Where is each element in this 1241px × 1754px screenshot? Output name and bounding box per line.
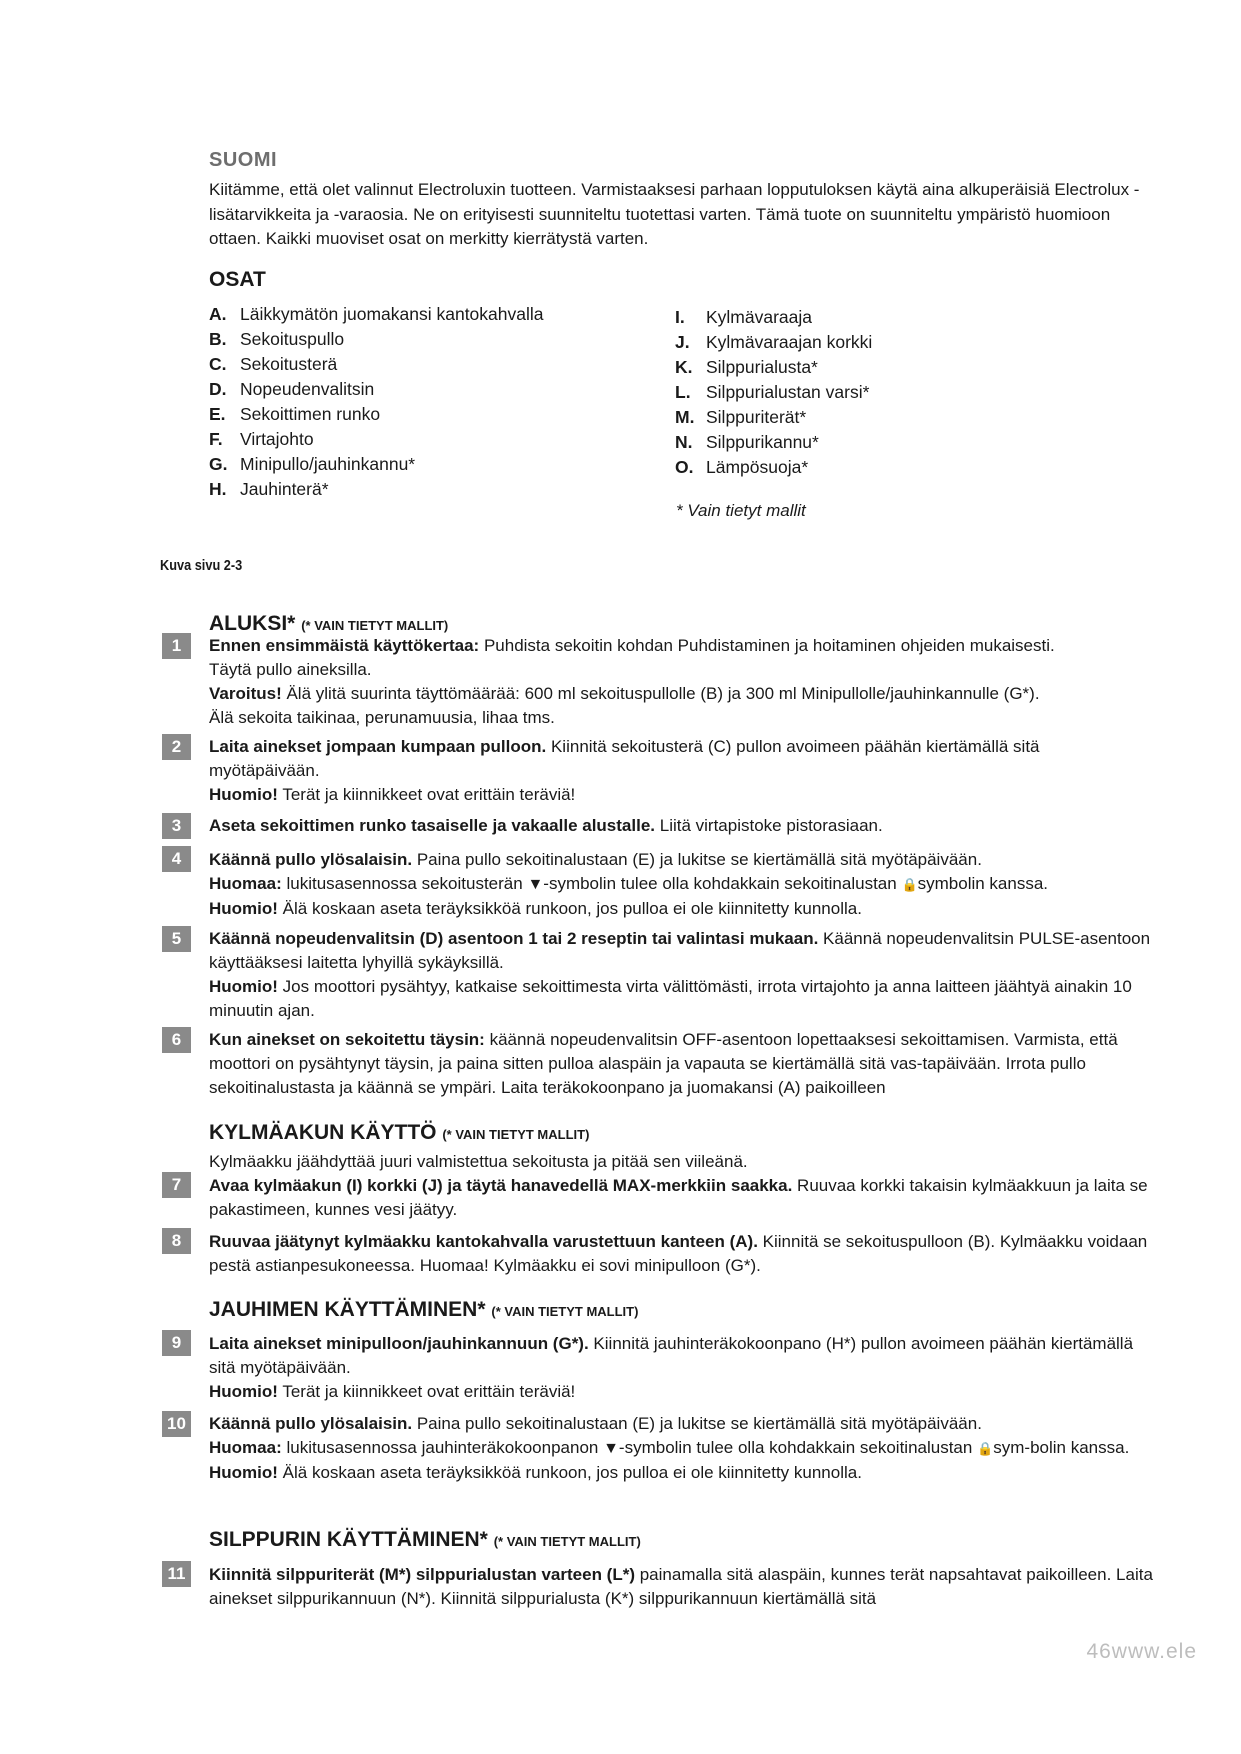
step-number: 7 xyxy=(162,1172,191,1198)
step-number: 11 xyxy=(162,1561,191,1587)
step-lead: Ennen ensimmäistä käyttökertaa: xyxy=(209,636,480,655)
step-number: 5 xyxy=(162,926,191,952)
note-label: Huomio! xyxy=(209,785,278,804)
step-lead: Aseta sekoittimen runko tasaiselle ja vakaalle alustalle. xyxy=(209,816,656,835)
part-letter: A. xyxy=(209,304,227,324)
step-lead: Käännä pullo ylösalaisin. xyxy=(209,1414,413,1433)
step-4 xyxy=(209,848,1154,921)
step-lead: Kun ainekset on sekoitettu täysin: xyxy=(209,1030,485,1049)
step-lead: Ruuvaa jäätynyt kylmäakku kantokahvalla varustettuun kanteen (A). xyxy=(209,1232,758,1251)
step-7 xyxy=(209,1174,1154,1222)
step-text: Kiinnitä sekoitusterä (C) pullon avoimeen päähän kiertämällä sitä myötäpäivään. xyxy=(209,737,1040,780)
note-text: -symbolin tulee olla kohdakkain sekoitinalustan xyxy=(618,1438,978,1457)
part-name: Kylmävaraaja xyxy=(706,307,813,327)
parts-list-item xyxy=(209,377,544,402)
section-heading-jauhin xyxy=(209,1298,638,1322)
part-letter: I. xyxy=(675,307,685,327)
step-1 xyxy=(209,634,1154,730)
step-9 xyxy=(209,1332,1154,1404)
lock-icon: 🔒 xyxy=(977,1441,994,1456)
note-text: lukitusasennossa jauhinteräkokoonpanon xyxy=(281,1438,604,1457)
part-letter: B. xyxy=(209,329,227,349)
note-label: Huomaa: xyxy=(209,1438,282,1457)
step-text: Älä sekoita taikinaa, perunamuusia, lihaa tms. xyxy=(209,708,555,727)
parts-list-item xyxy=(209,327,544,352)
part-name: Lämpösuoja* xyxy=(706,457,809,477)
lock-icon: 🔒 xyxy=(901,877,918,892)
step-lead: Laita ainekset minipulloon/jauhinkannuun (G*). xyxy=(209,1334,589,1353)
note-text: sym-bolin kanssa. xyxy=(993,1438,1130,1457)
down-triangle-icon: ▼ xyxy=(527,876,544,893)
step-lead: Käännä pullo ylösalaisin. xyxy=(209,850,413,869)
step-text: Kiinnitä se sekoituspulloon (B). Kylmäakku voidaan pestä astianpesukoneessa. Huomaa! Kylmäakku ei sovi minipulloon (G*). xyxy=(209,1232,1148,1275)
part-name: Nopeudenvalitsin xyxy=(240,379,375,399)
language-heading: SUOMI xyxy=(209,149,278,171)
part-name: Silppurialustan varsi* xyxy=(706,382,870,402)
parts-list-item xyxy=(675,330,872,355)
step-text: Kiinnitä jauhinteräkokoonpano (H*) pullon avoimeen päähän kiertämällä sitä myötäpäivään. xyxy=(209,1334,1134,1377)
section-title: SILPPURIN KÄYTTÄMINEN* xyxy=(209,1528,488,1551)
step-number: 4 xyxy=(162,846,191,872)
watermark: 46www.ele xyxy=(1086,1640,1197,1663)
parts-list-item xyxy=(675,430,872,455)
parts-footnote: * Vain tietyt mallit xyxy=(676,501,806,520)
note-label: Huomaa: xyxy=(209,874,282,893)
step-lead: Avaa kylmäakun (I) korkki (J) ja täytä hanavedellä MAX-merkkiin saakka. xyxy=(209,1176,793,1195)
warning-label: Varoitus! xyxy=(209,684,282,703)
step-10 xyxy=(209,1412,1154,1485)
part-name: Silppurikannu* xyxy=(706,432,819,452)
part-letter: C. xyxy=(209,354,227,374)
step-text: käännä nopeudenvalitsin OFF-asentoon lopettaaksesi sekoittamisen. Varmista, että moottori on pysähtynyt täysin, ja paina sitten pulloa alaspäin ja vapauta se kiertämällä sitä vas-tapäivään. Irrota pullo sekoitinalustasta ja käännä se ympäri. Laita teräkokoonpano ja juomakansi (A) paikoilleen xyxy=(209,1030,1118,1097)
part-letter: N. xyxy=(675,432,693,452)
note-text: Terät ja kiinnikkeet ovat erittäin teräviä! xyxy=(277,1382,576,1401)
step-number: 8 xyxy=(162,1228,191,1254)
step-text: Paina pullo sekoitinalustaan (E) ja lukitse se kiertämällä sitä myötäpäivään. xyxy=(412,850,982,869)
part-letter: F. xyxy=(209,429,223,449)
note-text: Jos moottori pysähtyy, katkaise sekoittimesta virta välittömästi, irrota virtajohto ja anna laitteen jäähtyä ainakin 10 minuutin ajan. xyxy=(209,977,1132,1020)
section-heading-aluksi xyxy=(209,612,448,636)
part-name: Sekoitusterä xyxy=(240,354,338,374)
step-8 xyxy=(209,1230,1154,1278)
down-triangle-icon: ▼ xyxy=(603,1440,619,1457)
step-text: painamalla sitä alaspäin, kunnes terät napsahtavat paikoilleen. Laita ainekset silppurikannuun (N*). Kiinnitä silppurialusta (K*) silppurikannuun kiertämällä sitä xyxy=(209,1565,1153,1608)
section-note: (* VAIN TIETYT MALLIT) xyxy=(493,1534,641,1549)
part-name: Sekoittimen runko xyxy=(240,404,381,424)
step-5 xyxy=(209,927,1154,1023)
section-note: (* VAIN TIETYT MALLIT) xyxy=(442,1127,590,1142)
part-name: Minipullo/jauhinkannu* xyxy=(240,454,416,474)
note-text: -symbolin tulee olla kohdakkain sekoitinalustan xyxy=(543,874,902,893)
step-text: Täytä pullo aineksilla. xyxy=(209,660,372,679)
section-heading-silppuri xyxy=(209,1528,641,1552)
part-name: Silppurialusta* xyxy=(706,357,818,377)
part-name: Sekoituspullo xyxy=(240,329,345,349)
part-letter: J. xyxy=(675,332,690,352)
step-text: Liitä virtapistoke pistorasiaan. xyxy=(655,816,883,835)
step-text: Paina pullo sekoitinalustaan (E) ja lukitse se kiertämällä sitä myötäpäivään. xyxy=(412,1414,982,1433)
parts-list-item xyxy=(675,380,872,405)
note-text: Terät ja kiinnikkeet ovat erittäin teräviä! xyxy=(277,785,576,804)
warning-text: Älä ylitä suurinta täyttömäärää: 600 ml sekoituspullolle (B) ja 300 ml Minipullolle/jauhinkannulle (G*). xyxy=(281,684,1040,703)
parts-list-item xyxy=(209,427,544,452)
part-letter: L. xyxy=(675,382,691,402)
section-heading-kylmaakku xyxy=(209,1121,589,1145)
part-letter: G. xyxy=(209,454,228,474)
parts-list-item xyxy=(209,402,544,427)
part-letter: E. xyxy=(209,404,226,424)
step-text: Puhdista sekoitin kohdan Puhdistaminen ja hoitaminen ohjeiden mukaisesti. xyxy=(479,636,1055,655)
parts-list-item xyxy=(675,305,872,330)
part-letter: H. xyxy=(209,479,227,499)
note-label: Huomio! xyxy=(209,1382,278,1401)
section-title: KYLMÄAKUN KÄYTTÖ xyxy=(209,1121,437,1144)
note-label: Huomio! xyxy=(209,1463,278,1482)
step-lead: Käännä nopeudenvalitsin (D) asentoon 1 tai 2 reseptin tai valintasi mukaan. xyxy=(209,929,819,948)
parts-list-item xyxy=(209,452,544,477)
step-3 xyxy=(209,814,1154,838)
part-name: Virtajohto xyxy=(240,429,314,449)
part-letter: K. xyxy=(675,357,693,377)
part-letter: M. xyxy=(675,407,695,427)
step-number: 3 xyxy=(162,813,191,839)
step-lead: Laita ainekset jompaan kumpaan pulloon. xyxy=(209,737,547,756)
step-number: 9 xyxy=(162,1330,191,1356)
step-2 xyxy=(209,735,1154,807)
part-letter: O. xyxy=(675,457,694,477)
parts-list-item xyxy=(675,455,872,480)
parts-list-item xyxy=(675,405,872,430)
part-letter: D. xyxy=(209,379,227,399)
parts-list-item xyxy=(209,302,544,327)
part-name: Jauhinterä* xyxy=(240,479,329,499)
step-6 xyxy=(209,1028,1154,1100)
intro-paragraph: Kiitämme, että olet valinnut Electroluxin tuotteen. Varmistaaksesi parhaan lopputuloksen käytä aina alkuperäisiä Electrolux -lisätarvikkeita ja -varaosia. Ne on erityisesti suunniteltu tuotettasi varten. Tämä tuote on suunniteltu ympäristö huomioon ottaen. Kaikki muoviset osat on merkitty kierrätystä varten. xyxy=(209,180,1140,248)
step-11 xyxy=(209,1563,1154,1611)
part-name: Läikkymätön juomakansi kantokahvalla xyxy=(240,304,544,324)
step-lead: Kiinnitä silppuriterät (M*) silppurialustan varteen (L*) xyxy=(209,1565,635,1584)
step-number: 2 xyxy=(162,734,191,760)
part-name: Silppuriterät* xyxy=(706,407,807,427)
section-note: (* VAIN TIETYT MALLIT) xyxy=(491,1304,639,1319)
note-text: lukitusasennossa sekoitusterän xyxy=(281,874,528,893)
step-text: Käännä nopeudenvalitsin PULSE-asentoon käyttääksesi laitetta lyhyillä sykäyksillä. xyxy=(209,929,1151,972)
note-text: symbolin kanssa. xyxy=(917,874,1049,893)
parts-list-left xyxy=(209,302,544,502)
parts-list-item xyxy=(675,355,872,380)
section-title: JAUHIMEN KÄYTTÄMINEN* xyxy=(209,1298,486,1321)
note-text: Älä koskaan aseta teräyksikköä runkoon, jos pulloa ei ole kiinnitetty kunnolla. xyxy=(277,1463,862,1482)
section-title: ALUKSI* xyxy=(209,612,296,635)
note-text: Älä koskaan aseta teräyksikköä runkoon, jos pulloa ei ole kiinnitetty kunnolla. xyxy=(277,899,862,918)
parts-list-right xyxy=(675,305,872,480)
note-label: Huomio! xyxy=(209,977,278,996)
step-number: 1 xyxy=(162,633,191,659)
figure-reference: Kuva sivu 2-3 xyxy=(160,557,243,574)
note-label: Huomio! xyxy=(209,899,278,918)
parts-list-item xyxy=(209,352,544,377)
section-intro: Kylmäakku jäähdyttää juuri valmistettua sekoitusta ja pitää sen viileänä. xyxy=(209,1152,748,1171)
parts-list-item xyxy=(209,477,544,502)
parts-heading: OSAT xyxy=(209,268,266,291)
step-number: 6 xyxy=(162,1027,191,1053)
part-name: Kylmävaraajan korkki xyxy=(706,332,873,352)
step-number: 10 xyxy=(162,1411,191,1437)
section-note: (* VAIN TIETYT MALLIT) xyxy=(301,618,449,633)
step-text: Ruuvaa korkki takaisin kylmäakkuun ja laita se pakastimeen, kunnes vesi jäätyy. xyxy=(209,1176,1148,1219)
